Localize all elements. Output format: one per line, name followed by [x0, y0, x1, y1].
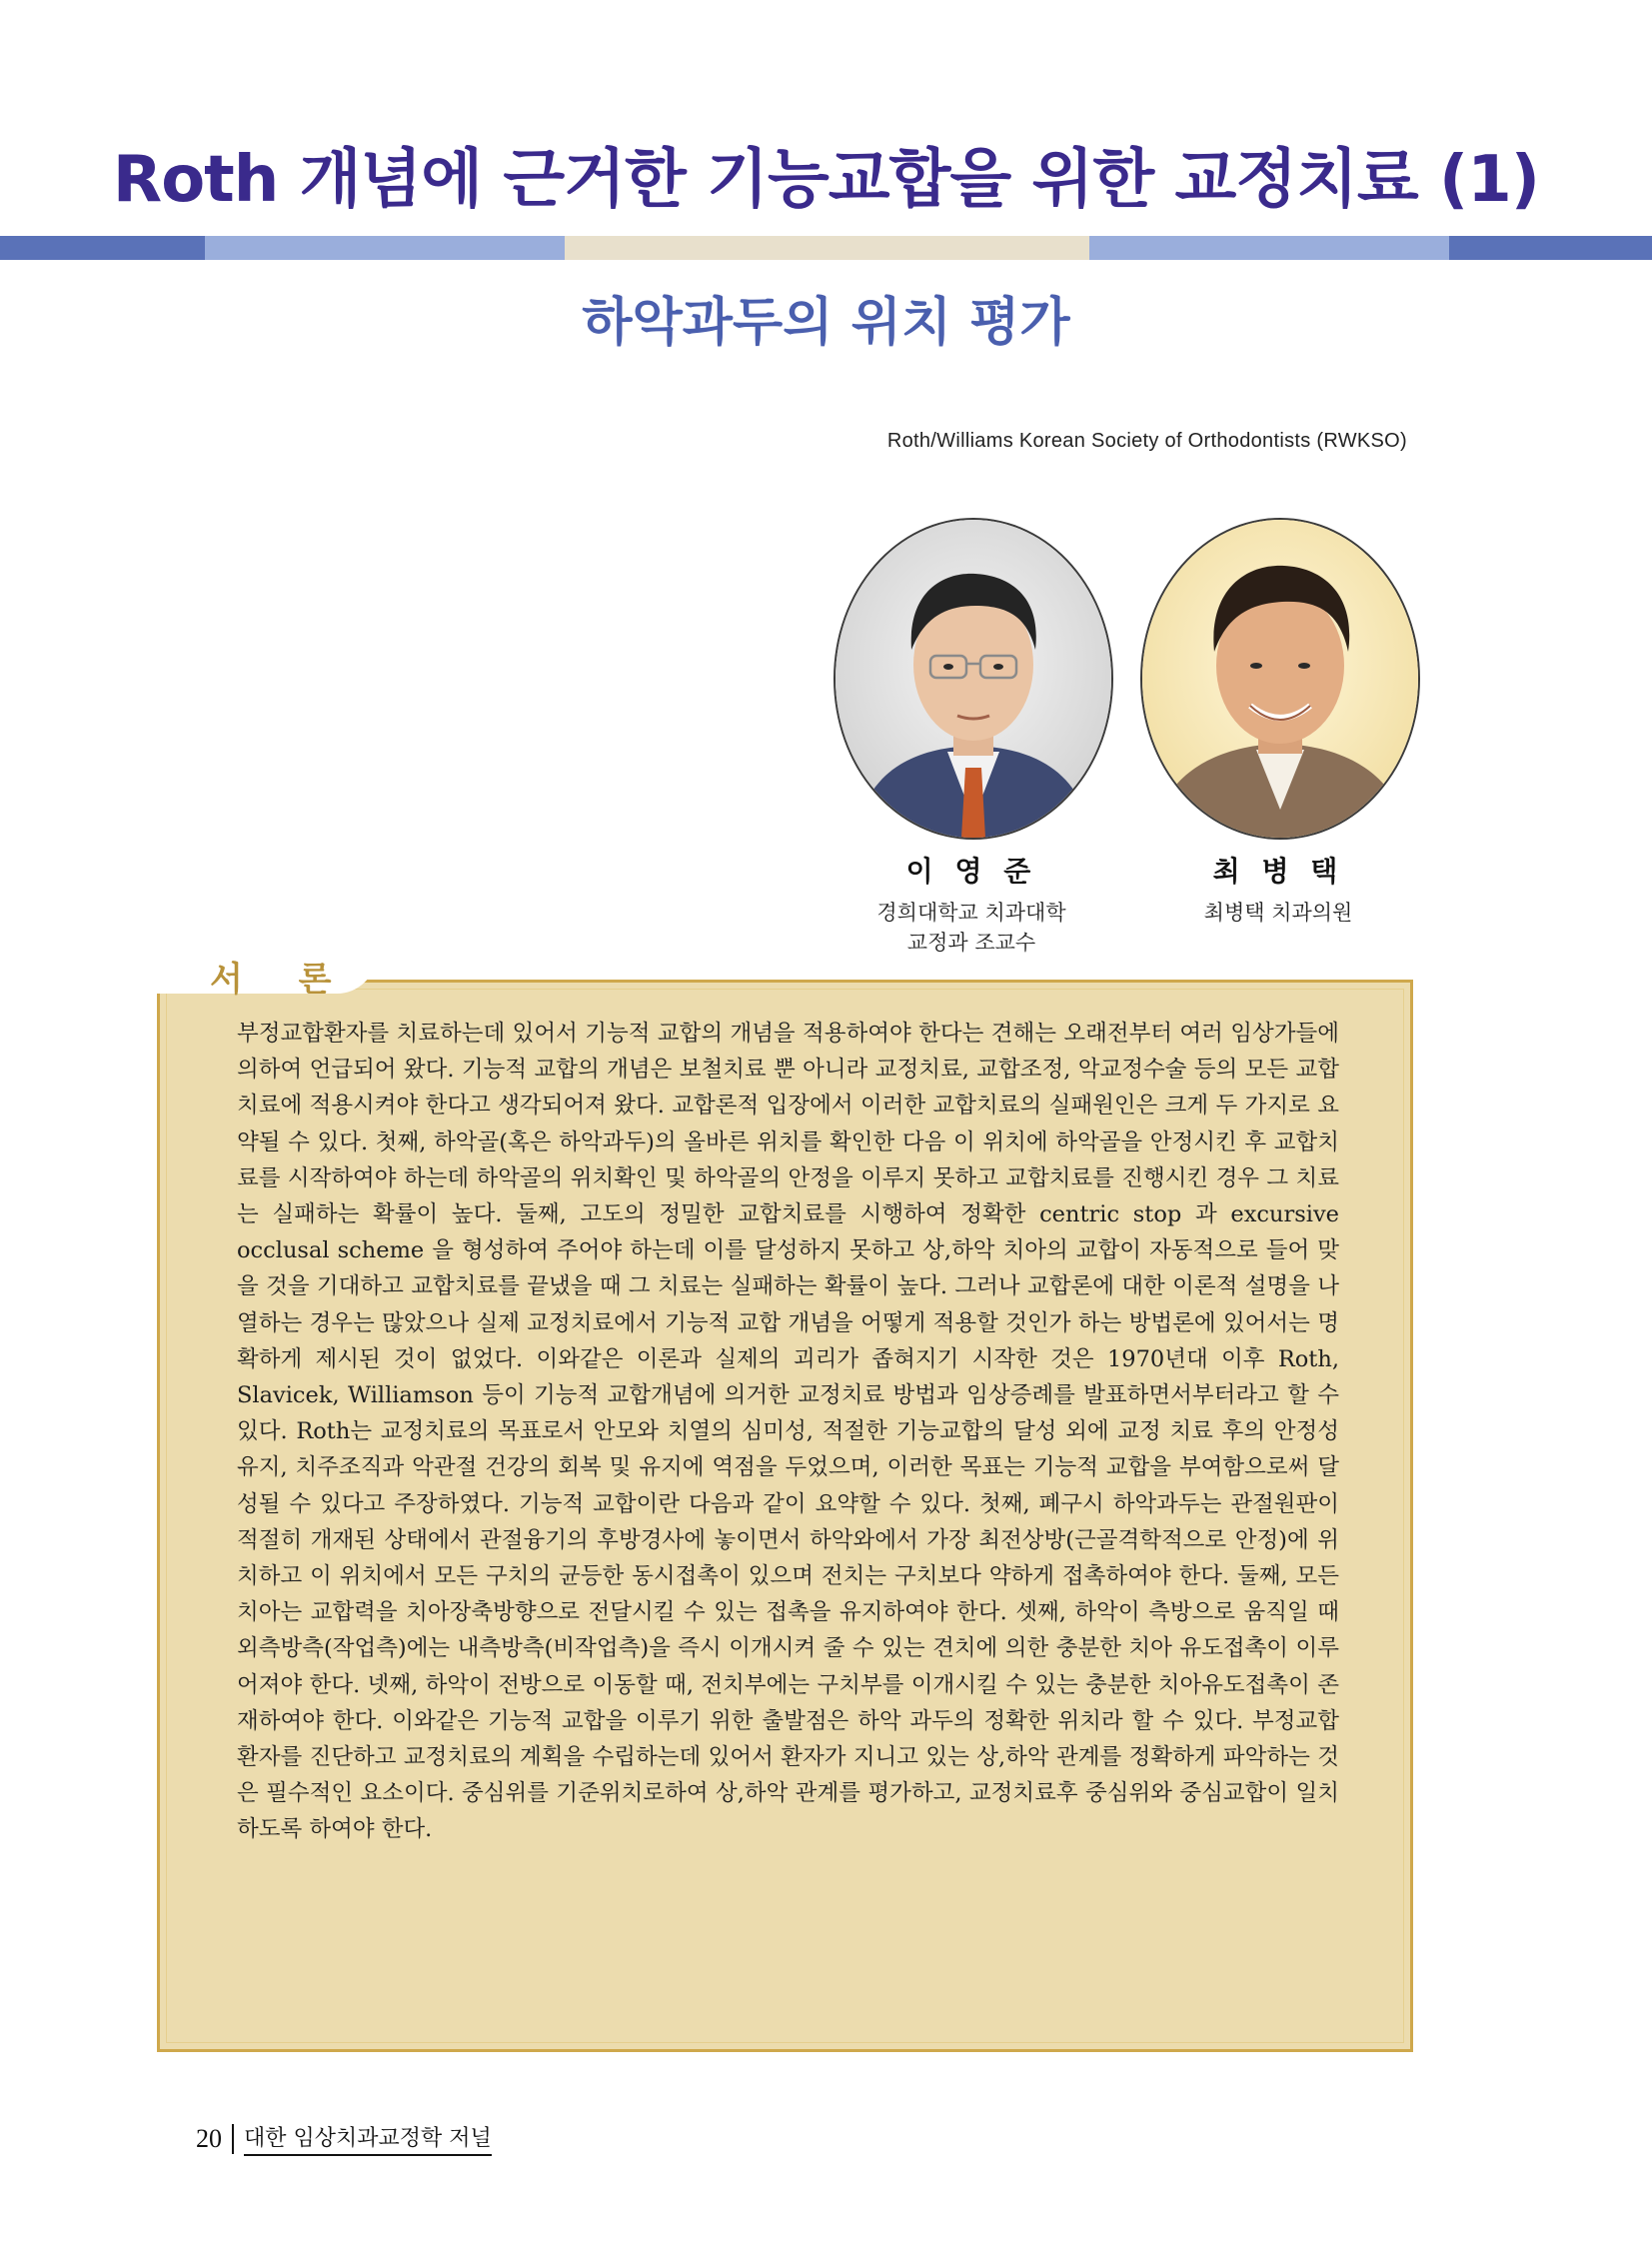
section-heading: 서 론: [210, 960, 354, 1000]
decorative-stripe: [1449, 236, 1652, 260]
article-subtitle: 하악과두의 위치 평가: [582, 293, 1070, 353]
author-name: 최 병 택: [1212, 855, 1344, 888]
journal-name: 대한 임상치과교정학 저널: [244, 2121, 492, 2156]
author-name: 이 영 준: [905, 855, 1037, 888]
page-footer: [196, 2121, 492, 2156]
decorative-stripe: [565, 236, 1089, 260]
author-block-choi: [1128, 850, 1428, 928]
author-affiliation: 경희대학교 치과대학: [876, 901, 1066, 925]
page-number: 20: [196, 2123, 222, 2153]
introduction-text: 부정교합환자를 치료하는데 있어서 기능적 교합의 개념을 적용하여야 한다는 견해는 오래전부터 여러 임상가들에 의하여 언급되어 왔다. 기능적 교합의 개념은 보철치료 뿐 아니라 교정치료, 교합조정, 악교정수술 등의 모든 교합치료에 적용시켜야 한다고 생각되어져 왔다. 교합론적 입장에서 이러한 교합치료의 실패원인은 크게 두 가지로 요약될 수 있다. 첫째, 하악골(혹은 하악과두)의 올바른 위치를 확인한 다음 이 위치에 하악골을 안정시킨 후 교합치료를 시작하여야 하는데 하악골의 위치확인 및 하악골의 안정을 이루지 못하고 교합치료를 진행시킨 경우 그 치료는 실패하는 확률이 높다. 둘째, 고도의 정밀한 교합치료를 시행하여 정확한 centric stop 과 excursive occlusal scheme 을 형성하여 주어야 하는데 이를 달성하지 못하고 상,하악 치아의 교합이 자동적으로 들어 맞을 것을 기대하고 교합치료를 끝냈을 때 그 치료는 실패하는 확률이 높다. 그러나 교합론에 대한 이론적 설명을 나열하는 경우는 많았으나 실제 교정치료에서 기능적 교합 개념을 어떻게 적용할 것인가 하는 방법론에 있어서는 명확하게 제시된 것이 없었다. 이와같은 이론과 실제의 괴리가 좁혀지기 시작한 것은 1970년대 이후 Roth, Slavicek, Williamson 등이 기능적 교합개념에 의거한 교정치료 방법과 임상증례를 발표하면서부터라고 할 수 있다. Roth는 교정치료의 목표로서 안모와 치열의 심미성, 적절한 기능교합의 달성 외에 교정 치료 후의 안정성 유지, 치주조직과 악관절 건강의 회복 및 유지에 역점을 두었으며, 이러한 목표는 기능적 교합을 부여함으로써 달성될 수 있다고 주장하였다. 기능적 교합이란 다음과 같이 요약할 수 있다. 첫째, 폐구시 하악과두는 관절원판이 적절히 개재된 상태에서 관절융기의 후방경사에 놓이면서 하악와에서 가장 최전상방(근골격학적으로 안정)에 위치하고 이 위치에서 모든 구치의 균등한 동시접촉이 있으며 전치는 구치보다 약하게 접촉하여야 한다. 둘째, 모든 치아는 교합력을 치아장축방향으로 전달시킬 수 있는 접촉을 유지하여야 한다. 셋째, 하악이 측방으로 움직일 때 외측방측(작업측)에는 내측방측(비작업측)을 즉시 이개시켜 줄 수 있는 견치에 의한 충분한 치아 유도접촉이 이루어져야 한다. 넷째, 하악이 전방으로 이동할 때, 전치부에는 구치부를 이개시킬 수 있는 충분한 치아유도접촉이 존재하여야 한다. 이와같은 기능적 교합을 이루기 위한 출발점은 하악 과두의 정확한 위치라 할 수 있다. 부정교합 환자를 진단하고 교정치료의 계획을 수립하는데 있어서 환자가 지니고 있는 상,하악 관계를 정확하게 파악하는 것은 필수적인 요소이다. 중심위를 기준위치로하여 상,하악 관계를 평가하고, 교정치료후 중심위와 중심교합이 일치하도록 하여야 한다.: [237, 1021, 1339, 1843]
society-credit: Roth/Williams Korean Society of Orthodontists (RWKSO): [886, 430, 1407, 452]
author-affiliation: 최병택 치과의원: [1203, 901, 1353, 925]
footer-divider: [232, 2124, 234, 2154]
article-title: Roth 개념에 근거한 기능교합을 위한 교정치료 (1): [112, 143, 1540, 217]
decorative-stripe: [205, 236, 565, 260]
decorative-stripe: [1089, 236, 1449, 260]
author-affiliation: 교정과 조교수: [906, 931, 1036, 955]
author-photo-lee: [833, 518, 1113, 840]
author-block-lee: [822, 850, 1121, 958]
author-photo-choi: [1140, 518, 1420, 840]
decorative-stripe: [0, 236, 205, 260]
